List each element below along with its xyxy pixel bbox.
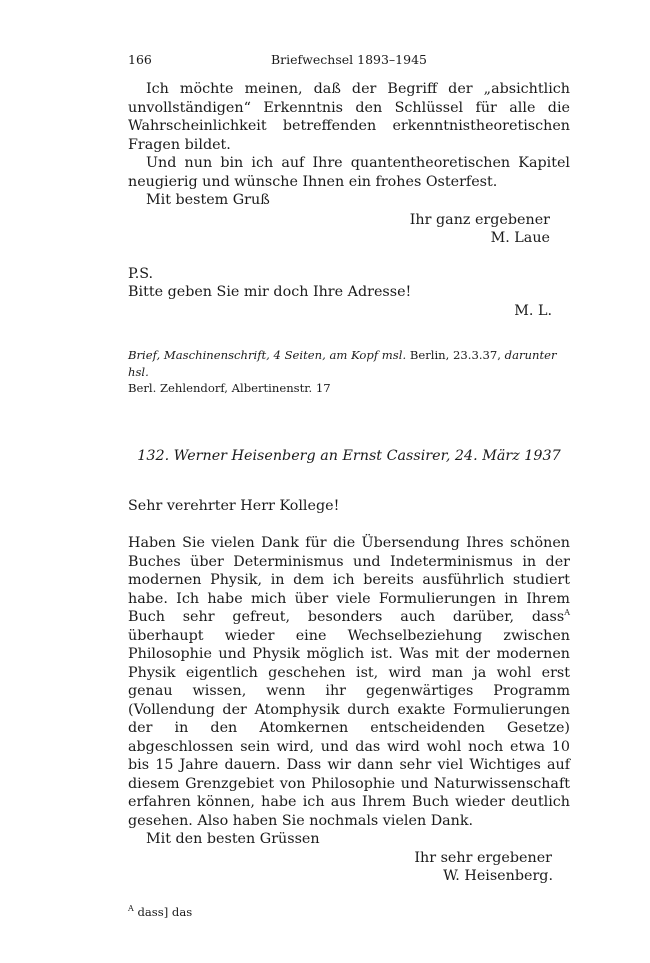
source-note — [128, 347, 570, 397]
laue-letter — [128, 80, 570, 320]
heisenberg-greeting: Mit den besten Grüssen — [146, 831, 320, 847]
laue-signature: M. Laue — [490, 230, 550, 246]
page-number: 166 — [128, 52, 152, 67]
footnote — [128, 904, 570, 920]
source-note-address: Berl. Zehlendorf, Albertinenstr. 17 — [128, 381, 331, 395]
source-note-description: Brief, Maschinenschrift, 4 Seiten, am Kopf msl. — [128, 348, 407, 362]
heisenberg-closing: Ihr sehr ergebener — [414, 849, 552, 866]
body-text-part-2: überhaupt wieder eine Wechselbeziehung zwischen Philosophie und Physik möglich ist. Was mit der modernen Physik eigentlich geschehen ist, wird man ja wohl erst genau wissen, wenn ihr gegenwärtiges Programm (Vollendung der Atomphysik durch exakte Formulierungen der in den Atomkernen entscheidenden Gesetze) abgeschlossen sein wird, und das wird wohl noch etwa 10 bis 15 Jahre dauern. Dass wir dann sehr viel Wichtiges auf diesem Grenzgebiet von Philosophie und Naturwissenschaft erfahren können, habe ich aus Ihrem Buch wieder deutlich gesehen. Also haben Sie nochmals vielen Dank. — [128, 627, 570, 829]
heisenberg-body — [128, 534, 570, 830]
ps-text: Bitte geben Sie mir doch Ihre Adresse! — [128, 284, 412, 300]
letter-heading: 132. Werner Heisenberg an Ernst Cassirer, 24. März 1937 — [137, 447, 561, 464]
source-note-handwritten: darunter hsl. — [128, 348, 557, 379]
salutation: Sehr verehrter Herr Kollege! — [128, 497, 340, 514]
laue-paragraph-2: Und nun bin ich auf Ihre quantentheoretischen Kapitel neugierig und wünsche Ihnen ein frohes Osterfest. — [128, 155, 570, 190]
running-head-title: Briefwechsel 1893–1945 — [271, 52, 427, 67]
book-page — [128, 52, 570, 920]
footnote-marker: A — [128, 903, 134, 913]
footnote-text: dass] das — [133, 904, 193, 919]
source-note-place-date: Berlin, 23.3.37, — [406, 348, 505, 362]
laue-closing: Ihr ganz ergebener — [409, 211, 550, 228]
heisenberg-signature: W. Heisenberg. — [443, 868, 553, 884]
body-text-part-1: Haben Sie vielen Dank für die Übersendung Ihres schönen Buches über Determinismus und Indeterminismus in der modernen Physik, in dem ich bereits ausführlich studiert habe. Ich habe mich über viele Formulierungen in Ihrem Buch sehr gefreut, besonders auch darüber, dass — [128, 535, 570, 625]
running-head — [128, 52, 570, 76]
ps-signature: M. L. — [514, 302, 552, 319]
source-note-line-1 — [128, 347, 570, 380]
laue-greeting: Mit bestem Gruß — [146, 192, 270, 208]
note-marker: A — [564, 608, 570, 618]
laue-paragraph-1: Ich möchte meinen, daß der Begriff der „absichtlich unvollständigen“ Erkenntnis den Schlüssel für alle die Wahrscheinlichkeit betreffenden erkenntnistheoretischen Fragen bildet. — [128, 81, 570, 153]
ps-label: P.S. — [128, 265, 154, 282]
